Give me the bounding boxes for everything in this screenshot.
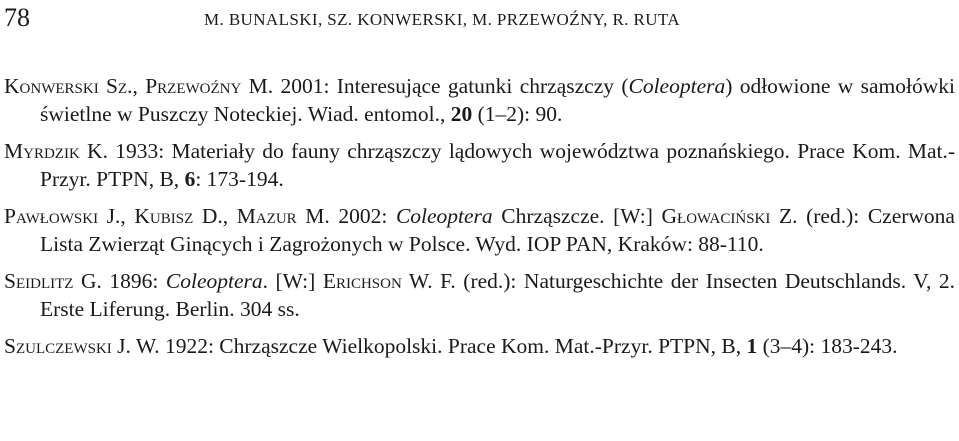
reference-text: (1–2): 90. <box>472 102 563 126</box>
reference-entry <box>4 332 955 360</box>
reference-text: 2001: Interesujące gatunki chrząszczy ( <box>273 74 629 98</box>
reference-authors: Konwerski Sz., Przewoźny M. <box>4 74 274 98</box>
reference-text: . [W:] <box>262 269 323 293</box>
reference-text: 1933: Materiały do fauny chrząszczy lądowych województwa poznańskiego. Prace Kom. Mat.-Przyr. PTPN, B, <box>40 139 956 191</box>
reference-authors: Pawłowski J., Kubisz D., Mazur M. <box>4 204 330 228</box>
reference-list <box>4 72 955 369</box>
reference-text: 1922: Chrząszcze Wielkopolski. Prace Kom. Mat.-Przyr. PTPN, B, <box>159 334 747 358</box>
reference-entry <box>4 137 955 193</box>
reference-text: 2002: <box>329 204 396 228</box>
reference-text: 1896: <box>101 269 166 293</box>
reference-volume: 6 <box>184 167 196 191</box>
taxon-name: Coleoptera <box>395 204 493 228</box>
reference-text: (3–4): 183-243. <box>757 334 898 358</box>
reference-text: ) odłowione w samołówki świetlne w Puszczy Noteckiej. Wiad. entomol., <box>40 74 956 126</box>
reference-entry <box>4 267 955 323</box>
taxon-name: Coleoptera <box>628 74 726 98</box>
reference-entry <box>4 72 955 128</box>
reference-text: Chrząszcze. [W:] <box>492 204 662 228</box>
reference-authors: Seidlitz G. <box>4 269 102 293</box>
taxon-name: Coleoptera <box>165 269 263 293</box>
reference-text: (red.): Naturgeschichte der Insecten Deutschlands. V, 2. Erste Liferung. Berlin. 304 ss. <box>40 269 955 321</box>
page-number: 78 <box>4 3 30 32</box>
reference-editors: Głowaciński Z. <box>661 204 798 228</box>
page-header <box>4 2 954 38</box>
reference-authors: Myrdzik K. <box>4 139 108 163</box>
reference-volume: 1 <box>746 334 758 358</box>
running-head: M. BUNALSKI, SZ. KONWERSKI, M. PRZEWOŹNY, R. RUTA <box>204 10 680 29</box>
reference-text: (red.): Czerwona Lista Zwierząt Ginących i Zagrożonych w Polsce. Wyd. IOP PAN, Kraków: 88-110. <box>40 204 955 256</box>
reference-editors: Erichson W. F. <box>322 269 456 293</box>
reference-text: : 173-194. <box>195 167 284 191</box>
reference-entry <box>4 202 955 258</box>
reference-authors: Szulczewski J. W. <box>4 334 160 358</box>
reference-volume: 20 <box>450 102 473 126</box>
